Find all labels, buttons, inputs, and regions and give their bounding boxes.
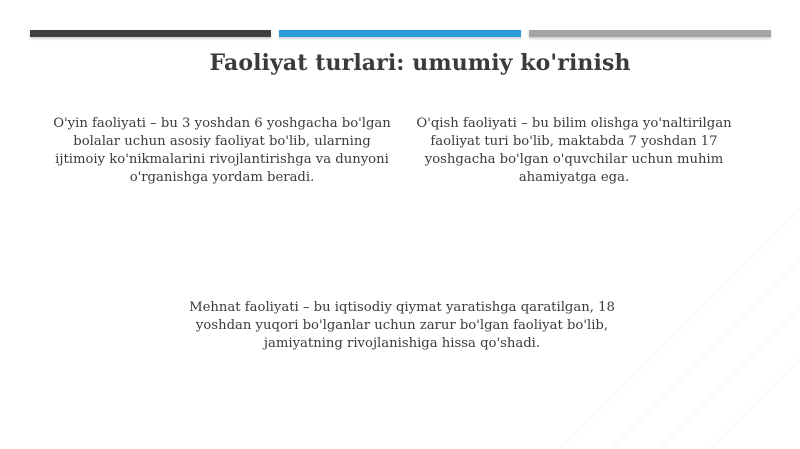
text-block-study-activity: O'qish faoliyati – bu bilim olishga yo'naltirilgan faoliyat turi bo'lib, maktabda 7 yoshdan 17 yoshgacha bo'lgan o'quvchilar uchun muhim ahamiyatga ega. xyxy=(416,116,732,185)
accent-bar-dark xyxy=(30,30,271,37)
accent-bar-blue xyxy=(279,30,521,37)
text-block-labor-activity: Mehnat faoliyati – bu iqtisodiy qiymat yaratishga qaratilgan, 18 yoshdan yuqori bo'lganlar uchun zarur bo'lgan faoliyat bo'lib, jamiyatning rivojlanishiga hissa qo'shadi. xyxy=(189,300,615,351)
slide-title: Faoliyat turlari: umumiy ko'rinish xyxy=(209,50,631,76)
text-block-play-activity: O'yin faoliyati – bu 3 yoshdan 6 yoshgacha bo'lgan bolalar uchun asosiy faoliyat bo'lib, ularning ijtimoiy ko'nikmalarini rivojlantirishga va dunyoni o'rganishga yordam beradi. xyxy=(53,116,391,185)
accent-bar-gray xyxy=(529,30,771,37)
